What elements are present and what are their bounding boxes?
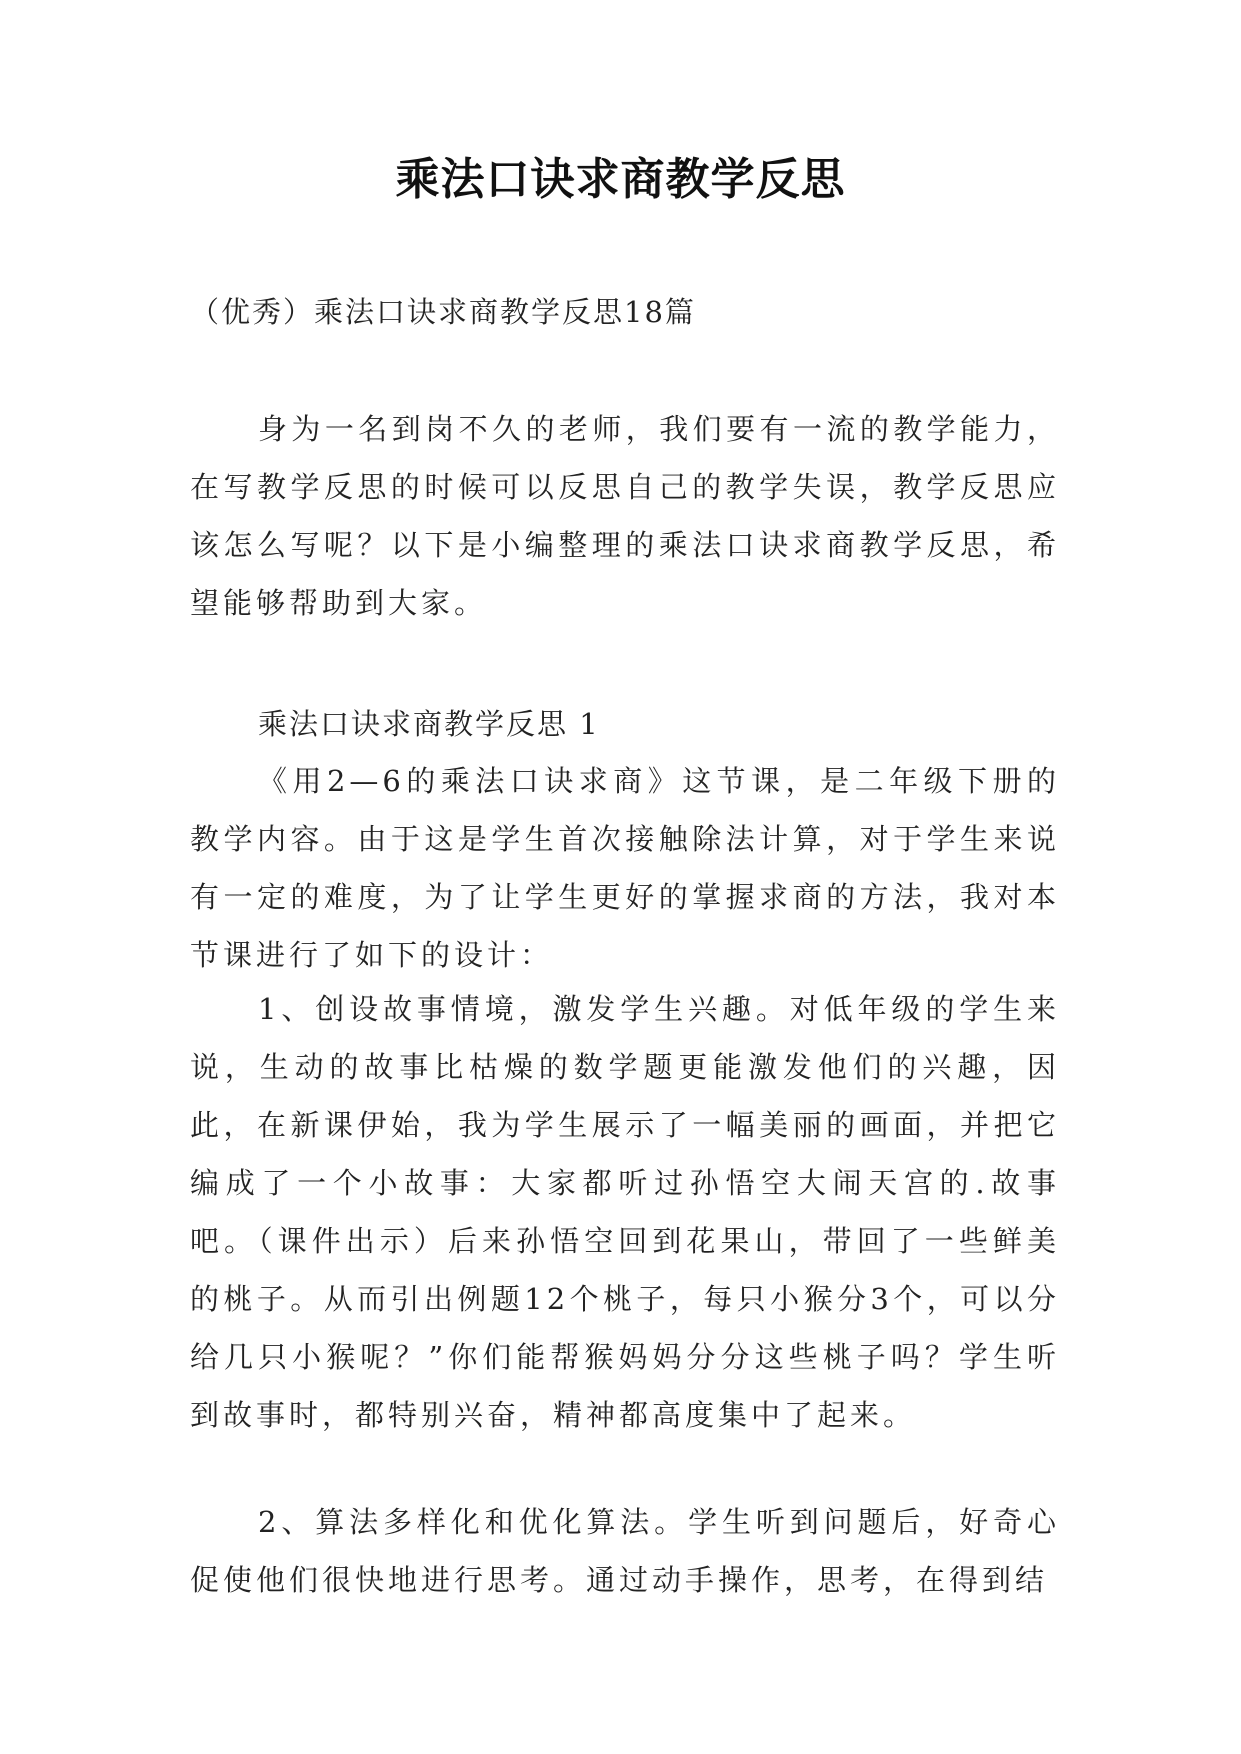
page-title: 乘法口诀求商教学反思 [395,154,846,205]
section-heading-1: 乘法口诀求商教学反思 1 [258,707,600,741]
document-subtitle: （优秀）乘法口诀求商教学反思18篇 [190,295,696,329]
intro-paragraph: 身为一名到岗不久的老师，我们要有一流的教学能力，在写教学反思的时候可以反思自己的教学失误，教学反思应该怎么写呢？以下是小编整理的乘法口诀求商教学反思，希望能够帮助到大家。 [190,412,1060,620]
section-1-paragraph-3: 2、算法多样化和优化算法。学生听到问题后，好奇心促使他们很快地进行思考。通过动手操作，思考，在得到结 [190,1505,1060,1597]
section-1-paragraph-2: 1、创设故事情境，激发学生兴趣。对低年级的学生来说，生动的故事比枯燥的数学题更能激发他们的兴趣，因此，在新课伊始，我为学生展示了一幅美丽的画面，并把它编成了一个小故事：大家都听过孙悟空大闹天宫的.故事吧。（课件出示）后来孙悟空回到花果山，带回了一些鲜美的桃子。从而引出例题12个桃子，每只小猴分3个，可以分给几只小猴呢？”你们能帮猴妈妈分分这些桃子吗？学生听到故事时，都特别兴奋，精神都高度集中了起来。 [190,992,1060,1432]
section-1-paragraph-1: 《用2—6的乘法口诀求商》这节课，是二年级下册的教学内容。由于这是学生首次接触除法计算，对于学生来说有一定的难度，为了让学生更好的掌握求商的方法，我对本节课进行了如下的设计： [190,764,1060,972]
